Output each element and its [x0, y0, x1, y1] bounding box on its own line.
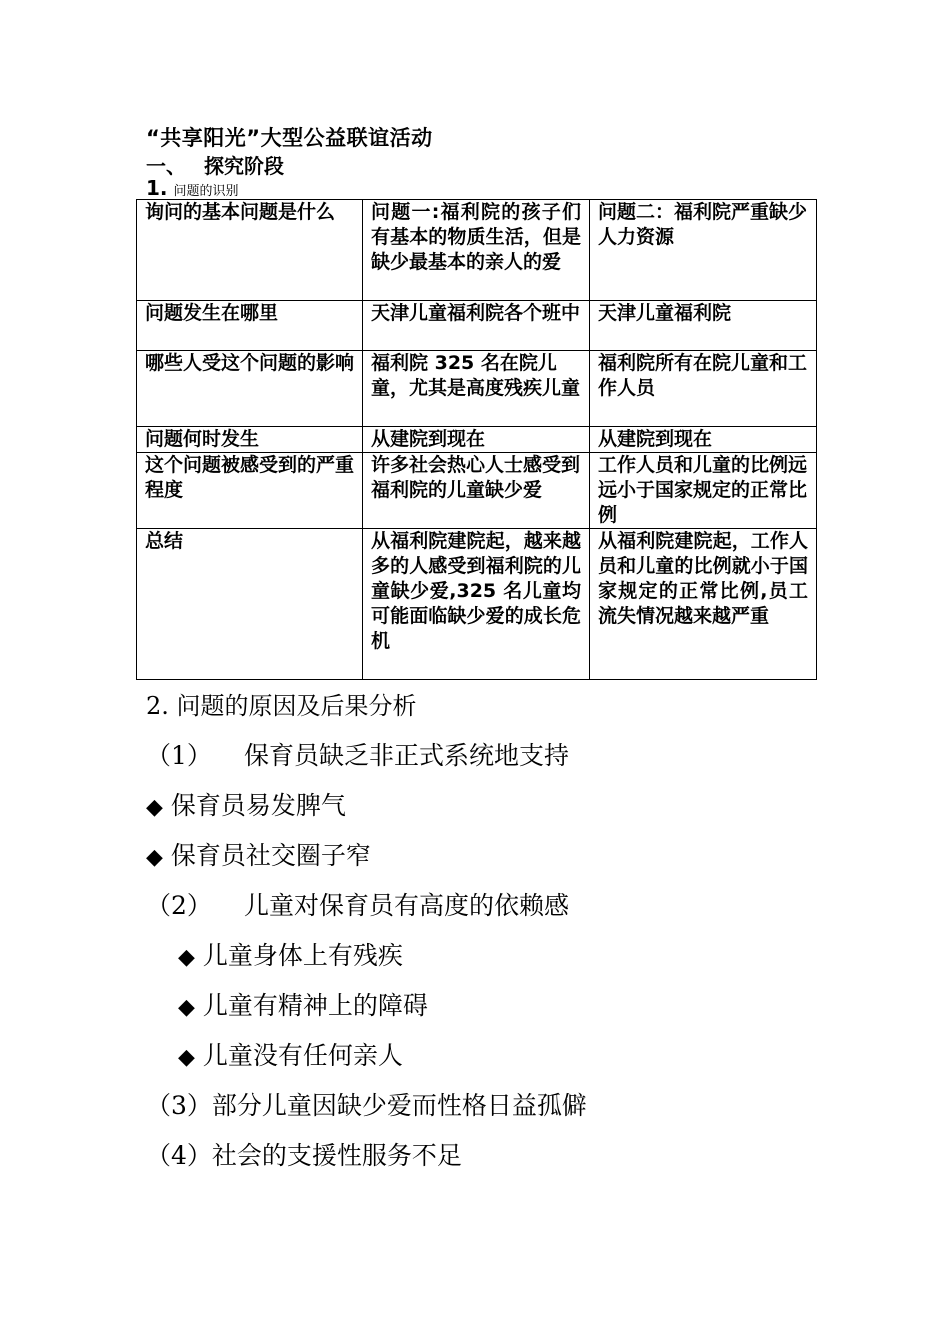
table-cell: 从建院到现在 [590, 427, 817, 453]
cause-text: 儿童身体上有残疾 [202, 941, 403, 970]
cause-subitem [146, 836, 371, 872]
section-heading-2: 2. 问题的原因及后果分析 [146, 692, 417, 720]
table-row [137, 529, 817, 680]
diamond-bullet-icon: ◆ [178, 945, 195, 970]
table-cell: 这个问题被感受到的严重程度 [137, 453, 363, 529]
table-cell: 哪些人受这个问题的影响 [137, 351, 363, 427]
cause-text: 儿童没有任何亲人 [202, 1041, 403, 1070]
cause-item [146, 886, 569, 922]
cause-subitem [178, 1036, 403, 1072]
cause-item [146, 736, 569, 772]
cause-label: （4） [146, 1141, 212, 1170]
table-cell: 询问的基本问题是什么 [137, 200, 363, 301]
table-cell: 从福利院建院起，越来越多的人感受到福利院的儿童缺少爱,325 名儿童均可能面临缺少爱的成长危机 [363, 529, 590, 680]
table-cell: 从福利院建院起，工作人员和儿童的比例就小于国家规定的正常比例,员工流失情况越来越严重 [590, 529, 817, 680]
cause-text: 保育员易发脾气 [170, 791, 346, 820]
cause-subitem [178, 936, 403, 972]
cause-text: 社会的支援性服务不足 [211, 1141, 462, 1170]
table-cell: 天津儿童福利院 [590, 301, 817, 351]
table-cell: 总结 [137, 529, 363, 680]
subsection-number: 1. [146, 176, 168, 200]
cause-label: （2） [146, 891, 212, 920]
cause-label: （3） [146, 1091, 212, 1120]
diamond-bullet-icon: ◆ [178, 995, 195, 1020]
table-cell: 问题何时发生 [137, 427, 363, 453]
cause-subitem [178, 986, 428, 1022]
table-row [137, 301, 817, 351]
cause-item [146, 1136, 462, 1172]
table-cell: 天津儿童福利院各个班中 [363, 301, 590, 351]
cause-text: 部分儿童因缺少爱而性格日益孤僻 [211, 1091, 587, 1120]
diamond-bullet-icon: ◆ [178, 1045, 195, 1070]
table-cell: 工作人员和儿童的比例远远小于国家规定的正常比例 [590, 453, 817, 529]
table-cell: 问题一:福利院的孩子们有基本的物质生活，但是缺少最基本的亲人的爱 [363, 200, 590, 301]
problem-identification-table [136, 199, 817, 680]
diamond-bullet-icon: ◆ [146, 845, 163, 870]
cause-label: （1） [146, 741, 212, 770]
cause-text: 儿童有精神上的障碍 [202, 991, 428, 1020]
table-row [137, 453, 817, 529]
cause-subitem [146, 786, 346, 822]
table-cell: 福利院所有在院儿童和工作人员 [590, 351, 817, 427]
section-number: 一、 [146, 154, 186, 178]
table-cell: 问题发生在哪里 [137, 301, 363, 351]
subsection-heading-1 [146, 176, 239, 200]
table-cell: 许多社会热心人士感受到福利院的儿童缺少爱 [363, 453, 590, 529]
table-cell: 福利院 325 名在院儿童，尤其是高度残疾儿童 [363, 351, 590, 427]
cause-text: 儿童对保育员有高度的依赖感 [244, 891, 570, 920]
cause-text: 保育员缺乏非正式系统地支持 [244, 741, 570, 770]
diamond-bullet-icon: ◆ [146, 795, 163, 820]
table-row [137, 200, 817, 301]
table-cell: 问题二：福利院严重缺少人力资源 [590, 200, 817, 301]
section-heading-1 [146, 150, 284, 179]
document-title: “共享阳光”大型公益联谊活动 [146, 126, 433, 150]
table-cell: 从建院到现在 [363, 427, 590, 453]
table-row [137, 351, 817, 427]
subsection-label: 问题的识别 [173, 184, 239, 199]
cause-item [146, 1086, 587, 1122]
section-label: 探究阶段 [204, 154, 284, 178]
table-row [137, 427, 817, 453]
cause-text: 保育员社交圈子窄 [170, 841, 371, 870]
